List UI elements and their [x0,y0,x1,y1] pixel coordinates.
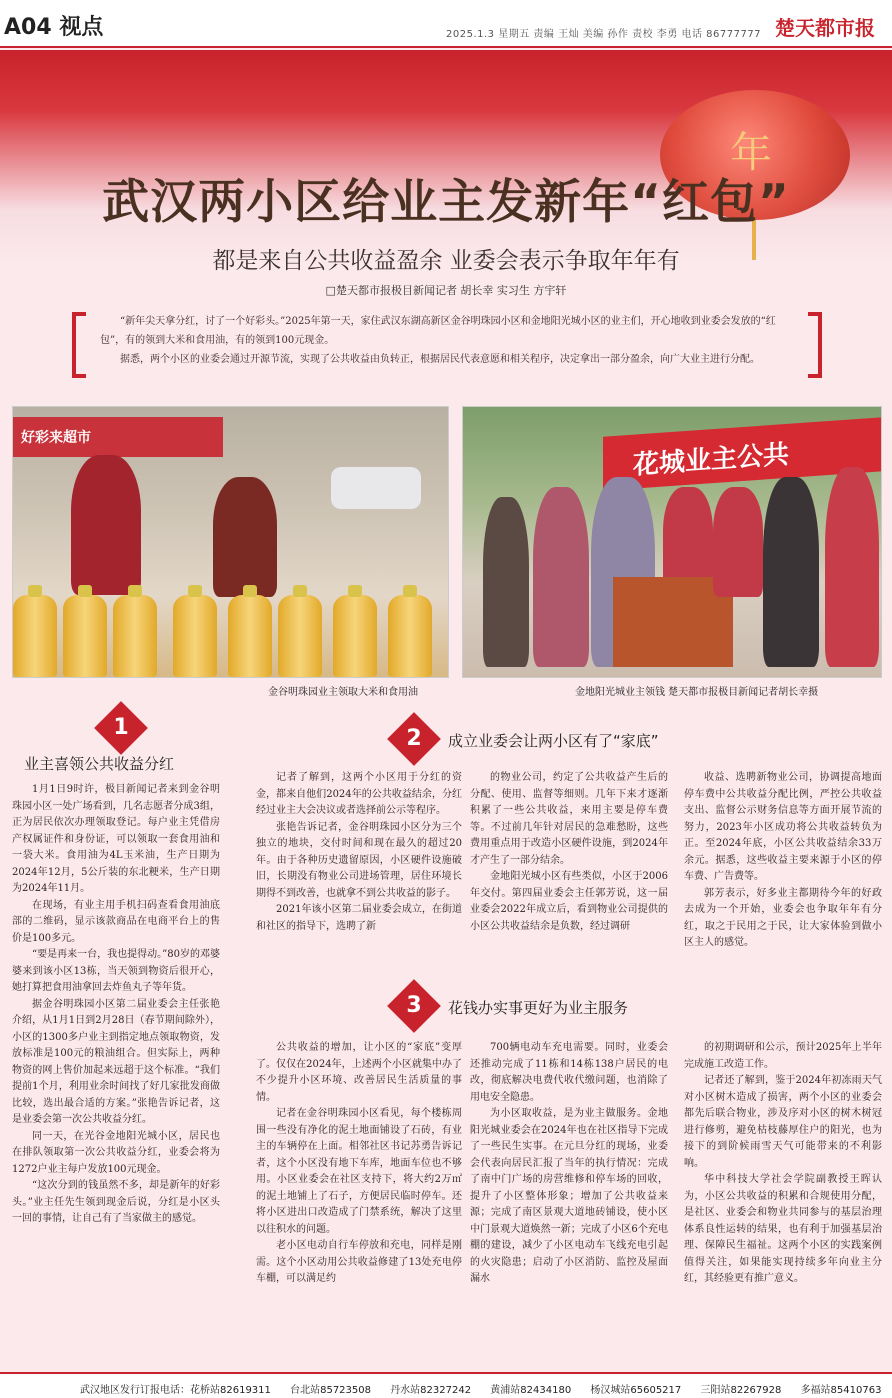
lead-paragraph: “新年尖天拿分红，讨了一个好彩头。”2025年第一天，家住武汉东湖高新区金谷明珠园小区和金地阳光城小区的业主们，开心地收到业委会发放的“红包”，有的领到大米和食用油，有的领到100元现金。 [100,316,776,346]
paragraph: 郭芳表示，好多业主都期待今年的好政去成为一个开始，业委会也争取年年有分红，取之于民用之于民，让大家体验到做小区主人的感觉。 [684,887,882,948]
footer-item: 三阳站82267928 [700,1385,782,1396]
paragraph: 记者还了解到，鉴于2024年初冻雨天气对小区树木造成了损害，两个小区的业委会都先后联合物业，涉及序对小区的树木树冠进行修剪，避免枯枝藤厚住户的阳光，也为接下的到阶候雨雪天气可能带来的不利影响。 [684,1075,882,1169]
article-column [470,1040,668,1360]
photographer-figure [825,467,879,667]
masthead [0,0,892,48]
section-name: 视点 [59,15,104,40]
paragraph: 同一天，在光谷金地阳光城小区，居民也在排队领取第一次公共收益分红，业委会将为1272户业主每户发放100元现金。 [12,1130,220,1175]
oil-bottle [388,595,432,677]
resident-figure [483,497,529,667]
paragraph: “这次分到的钱虽然不多，却是新年的好彩头。”业主任先生领到现金后说，分红是小区头一回的事情，让自己有了当家做主的感觉。 [12,1180,220,1224]
article-column [684,770,882,970]
paragraph: 张艳告诉记者，金谷明珠园小区分为三个独立的地块，交付时间和现在最久的超过20年。由于各种历史遗留原因，小区硬件设施破旧，长期没有物业公司进场管理，居住环境长期得不到改善，也就拿不到公共收益的影子。 [256,821,462,899]
hero-banner [0,50,892,265]
bracket-left [72,312,86,378]
paragraph: 1月1日9时许，极目新闻记者来到金谷明珠园小区一处广场看到，几名志愿者分成3组，正为居民依次办理领取登记。每户业主凭借房产权属证件和身份证，可以领取一套食用油和一袋大米。食用油为4L玉米油，生产日期为2024年12月，5公斤装的东北粳米，生产日期为2024年11月。 [12,784,220,894]
article-column [256,770,462,970]
section-number-badge [94,701,148,755]
oil-bottle [333,595,377,677]
paragraph: 记者在金谷明珠园小区看见，每个楼栋周围一些没有净化的泥土地面铺设了石砖，有业主的车辆停在上面。相邻社区书记苏勇告诉记者，这个小区没有地下车库，地面车位也不够用。小区业委会在社区支持下，将大约2万㎡的泥土地铺上了石子，方便居民临时停车。还将小区进出口改造成了门禁系统，解决了这里以往积水的问题。 [256,1108,462,1235]
oil-bottle [63,595,107,677]
shop-sign [13,417,223,457]
section-number-badge [387,979,441,1033]
section-number-badge [387,712,441,766]
section-number: 1 [113,715,129,740]
lead-paragraph: 据悉，两个小区的业委会通过开源节流，实现了公共收益由负转正，根据居民代表意愿和相关程序，决定拿出一部分盈余，向广大业主进行分配。 [120,354,760,365]
section-title: 花钱办实事更好为业主服务 [448,999,629,1017]
paragraph: 记者了解到，这两个小区用于分红的资金，都来自他们2024年的公共收益结余，分红经过业主大会决议或者选择前公示等程序。 [256,772,462,816]
volunteer-figure [71,455,141,595]
issue-meta: 2025.1.3 星期五 责编 王灿 美编 孙作 责校 李勇 电话 86777777 [446,29,762,40]
banner-text: 花城业主公共 [633,439,790,481]
paper-logo: 楚天都市报 [775,16,875,40]
paragraph: 的物业公司，约定了公共收益产生后的分配、使用、监督等细则。几年下来才逐渐积累了一些公共收益，来用主要是停车费等。不过前几年针对居民的急难愁盼，这些费用重点用于改造小区硬件设施，到2024年才产生了一部分结余。 [470,772,668,866]
paragraph: “要是再来一台，我也提得动。”80岁的邓婆婆来到该小区13栋，当天领到物资后很开心，她打算把食用油拿回去炸鱼丸子等年货。 [12,949,220,993]
section-title: 成立业委会让两小区有了“家底” [448,732,659,750]
paragraph: 老小区电动自行车停放和充电，同样是刚需。这个小区动用公共收益修建了13处充电停车棚，可以满足约 [256,1240,462,1284]
section-title: 业主喜领公共收益分红 [24,755,175,773]
article-column [684,1040,882,1360]
paragraph: 的初期调研和公示，预计2025年上半年完成施工改造工作。 [684,1042,882,1070]
oil-bottle [13,595,57,677]
footer-item: 武汉地区发行订报电话：花桥站82619311 [80,1385,271,1396]
paragraph: 公共收益的增加，让小区的“家底”变厚了。仅仅在2024年，上述两个小区就集中办了不少提升小区环境、改善居民生活质量的事情。 [256,1042,462,1103]
paragraph: 据金谷明珠园小区第二届业委会主任张艳介绍，从1月1日到2月28日（春节期间除外），小区的1300多户业主到指定地点领取物资，发放标准是100元的粮油组合。但实际上，两种物资的网上售价加起来远超于这个标准。“我们提前1个月，利用业余时间找了好几家批发商做比较，选出最合适的方案。”张艳告诉记者，这是业委会第一次公共收益分红。 [12,998,220,1125]
paragraph: 2021年该小区第二届业委会成立，在街道和社区的指导下，选聘了新 [256,904,462,932]
paragraph: 700辆电动车充电需要。同时，业委会还推动完成了11栋和14栋138户居民的电改，彻底解决电费代收代缴问题，也消除了用电安全隐患。 [470,1042,668,1103]
committee-figure [713,487,763,597]
footer-item: 丹水站82327242 [390,1385,472,1396]
paragraph: 金地阳光城小区有些类似，小区于2006年交付。第四届业委会主任郭芳说，这一届业委会2022年成立后，看到物业公司提供的小区公共收益结余是负数，经过调研 [470,871,668,932]
section-number: 2 [406,726,422,751]
paragraph: 华中科技大学社会学院副教授王晖认为，小区公共收益的积累和合规使用分配，是社区、业委会和物业共同参与的基层治理体系良性运转的结果，也有利于加强基层治理、保障民生福祉。这两个小区的实践案例值得关注，如果能实现持续多年向业主分红，其经验更有推广意义。 [684,1174,882,1284]
photo-caption: 金谷明珠园业主领取大米和食用油 [268,687,418,698]
car [331,467,421,509]
section-number: 3 [406,993,422,1018]
oil-bottle [228,595,272,677]
page-number: A04 [4,15,52,40]
bracket-right [808,312,822,378]
paragraph: 在现场，有业主用手机扫码查看食用油底部的二维码，显示该款商品在电商平台上的售价是100多元。 [12,899,220,944]
footer-item: 黄浦站82434180 [490,1385,572,1396]
distribution-footer [0,1372,892,1398]
article-column [12,782,220,1272]
article-column [470,770,668,970]
page-label [4,10,103,41]
photo-caption: 金地阳光城业主领钱 楚天都市报极目新闻记者胡长幸摄 [575,687,819,698]
footer-item: 杨汉城站65605217 [590,1385,682,1396]
photo-cash [462,406,882,678]
resident-figure [533,487,589,667]
elder-figure [213,477,277,597]
byline: □楚天都市报极目新闻记者 胡长幸 实习生 方宇轩 [325,284,567,297]
oil-bottle [173,595,217,677]
subheadline: 都是来自公共收益盈余 业委会表示争取年年有 [212,248,680,274]
paragraph: 收益、选聘新物业公司，协调提高地面停车费中公共收益分配比例，严控公共收益支出、监督公示财务信息等方面开展节流的努力，2023年小区成功将公共收益转负为正。至2024年底，小区公共收益结余33万余元。据悉，这些收益主要来源于小区的停车费、广告费等。 [684,772,882,882]
headline: 武汉两小区给业主发新年“红包” [102,175,790,230]
article-column [256,1040,462,1360]
footer-item: 多福站85410763 [800,1385,882,1396]
paragraph: 为小区取收益，是为业主做服务。金地阳光城业委会在2024年也在社区指导下完成了一些民生实事。在元旦分红的现场，业委会代表向居民汇报了当年的执行情况：完成了南中门广场的房营维修和停车场的回收，提升了小区整体形象；增加了公共收益来源；完成了南区景观大道地砖铺设，使小区中门景观大道焕然一新；完成了小区6个充电棚的建设，减少了小区电动车飞线充电引起的火灾隐患；启动了小区消防、监控及屋面漏水 [470,1108,668,1284]
oil-bottle [278,595,322,677]
lead-box [72,312,822,382]
lantern-char: 年 [730,128,773,177]
shop-sign-text: 好彩来超市 [21,430,91,446]
oil-bottle [113,595,157,677]
footer-item: 台北站85723508 [290,1385,371,1396]
resident-figure [763,477,819,667]
photo-rice-oil [12,406,449,678]
